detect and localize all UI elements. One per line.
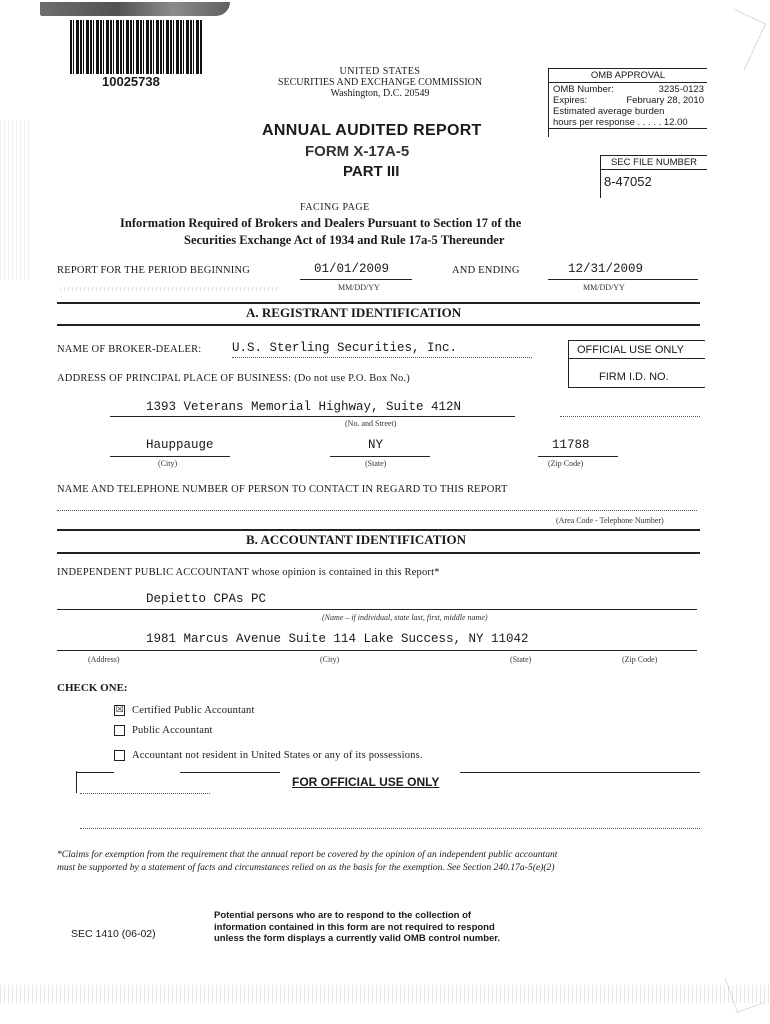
agency-block (250, 66, 510, 99)
facing-page-label: FACING PAGE (300, 202, 370, 213)
handwritten-mark-top-right (713, 9, 766, 70)
period-begin-value[interactable]: 01/01/2009 (314, 262, 390, 276)
scan-smudge (40, 2, 230, 16)
broker-name-label: NAME OF BROKER-DEALER: (57, 344, 202, 355)
check-one-label: CHECK ONE: (57, 682, 128, 694)
checkbox-nonresident[interactable] (114, 750, 125, 761)
form-title: FORM X-17A-5 (305, 143, 410, 160)
claims-text-line-2: must be supported by a statement of facts and circumstances relied on as the basis for the exemption. See Section 240.17a-5(e)(2) (57, 862, 555, 873)
omb-expires-row (549, 95, 707, 106)
address-label: ADDRESS OF PRINCIPAL PLACE OF BUSINESS: (Do not use P.O. Box No.) (57, 373, 410, 384)
barcode-number: 10025738 (102, 74, 160, 89)
period-end-hint: MM/DD/YY (583, 283, 625, 292)
zip-hint: (Zip Code) (548, 459, 584, 468)
omb-title: OMB APPROVAL (549, 69, 707, 83)
street-value[interactable]: 1393 Veterans Memorial Highway, Suite 412N (146, 400, 462, 414)
state-hint: (State) (365, 459, 387, 468)
period-begin-label: REPORT FOR THE PERIOD BEGINNING (57, 265, 251, 276)
accountant-state-hint: (State) (510, 655, 532, 664)
sec-file-box (600, 155, 707, 198)
omb-number-row (549, 83, 707, 95)
agency-line-2: SECURITIES AND EXCHANGE COMMISSION (277, 77, 483, 88)
accountant-name-hint: (Name – if individual, state last, first, middle name) (322, 613, 488, 622)
accountant-city-hint: (City) (320, 655, 340, 664)
omb-number-value: 3235-0123 (658, 84, 704, 95)
contact-label: NAME AND TELEPHONE NUMBER OF PERSON TO CONTACT IN REGARD TO THIS REPORT (57, 484, 508, 495)
period-begin-hint: MM/DD/YY (338, 283, 380, 292)
option-public-label: Public Accountant (132, 725, 213, 736)
phone-hint: (Area Code - Telephone Number) (556, 516, 664, 525)
scan-noise-bottom (0, 985, 770, 1003)
notice-line-3: unless the form displays a currently valid OMB control number. (214, 933, 501, 944)
section-b-title: B. ACCOUNTANT IDENTIFICATION (246, 532, 466, 547)
section-a-title: A. REGISTRANT IDENTIFICATION (246, 305, 462, 320)
info-line-1: Information Required of Brokers and Dealers Pursuant to Section 17 of the (120, 216, 522, 230)
part-title: PART III (343, 163, 400, 180)
report-title: ANNUAL AUDITED REPORT (262, 122, 482, 139)
omb-expires-value: February 28, 2010 (626, 95, 704, 106)
claims-text-line-1: *Claims for exemption from the requirement that the annual report be covered by the opinion of an independent public accountant (57, 849, 558, 860)
accountant-label: INDEPENDENT PUBLIC ACCOUNTANT whose opinion is contained in this Report* (57, 567, 440, 578)
sec-file-value: 8-47052 (604, 174, 652, 189)
scan-noise-left (0, 120, 30, 280)
broker-name-value[interactable]: U.S. Sterling Securities, Inc. (232, 341, 458, 355)
accountant-address-value[interactable]: 1981 Marcus Avenue Suite 114 Lake Success, NY 11042 (146, 632, 529, 646)
state-value[interactable]: NY (368, 438, 384, 452)
omb-burden-line-1: Estimated average burden (553, 106, 665, 117)
notice-line-1: Potential persons who are to respond to the collection of (214, 910, 472, 921)
omb-number-label: OMB Number: (553, 84, 614, 95)
notice-line-2: information contained in this form are not required to respond (214, 921, 495, 933)
omb-approval-box (548, 68, 707, 137)
official-use-label: OFFICIAL USE ONLY (569, 340, 705, 359)
accountant-value[interactable]: Depietto CPAs PC (146, 592, 267, 606)
checkbox-certified[interactable]: ☒ (115, 705, 124, 715)
omb-expires-label: Expires: (553, 95, 588, 106)
agency-line-1: UNITED STATES (339, 66, 421, 77)
street-hint: (No. and Street) (345, 419, 397, 428)
handwritten-mark-bottom-right (725, 968, 765, 1013)
info-line-2: Securities Exchange Act of 1934 and Rule 17a-5 Thereunder (184, 233, 505, 247)
omb-burden-line-2: hours per response . . . . . 12.00 (549, 117, 707, 129)
city-value[interactable]: Hauppauge (146, 438, 214, 452)
for-official-use-label: FOR OFFICIAL USE ONLY (292, 775, 440, 789)
period-end-value[interactable]: 12/31/2009 (568, 262, 644, 276)
zip-value[interactable]: 11788 (552, 438, 590, 452)
firm-id-label: FIRM I.D. NO. (599, 371, 669, 383)
omb-notice (214, 910, 500, 945)
official-use-box (568, 340, 705, 388)
sec-file-label: SEC FILE NUMBER (601, 156, 707, 170)
barcode-image (70, 20, 202, 74)
period-end-label: AND ENDING (452, 265, 520, 276)
address-hint: (Address) (88, 655, 120, 664)
sec-form-code: SEC 1410 (06-02) (71, 928, 156, 940)
city-hint: (City) (158, 459, 178, 468)
accountant-zip-hint: (Zip Code) (622, 655, 658, 664)
agency-line-3: Washington, D.C. 20549 (330, 88, 430, 99)
checkbox-public[interactable] (114, 725, 125, 736)
option-nonresident-label: Accountant not resident in United States or any of its possessions. (132, 750, 423, 761)
option-certified-label: Certified Public Accountant (132, 705, 255, 716)
